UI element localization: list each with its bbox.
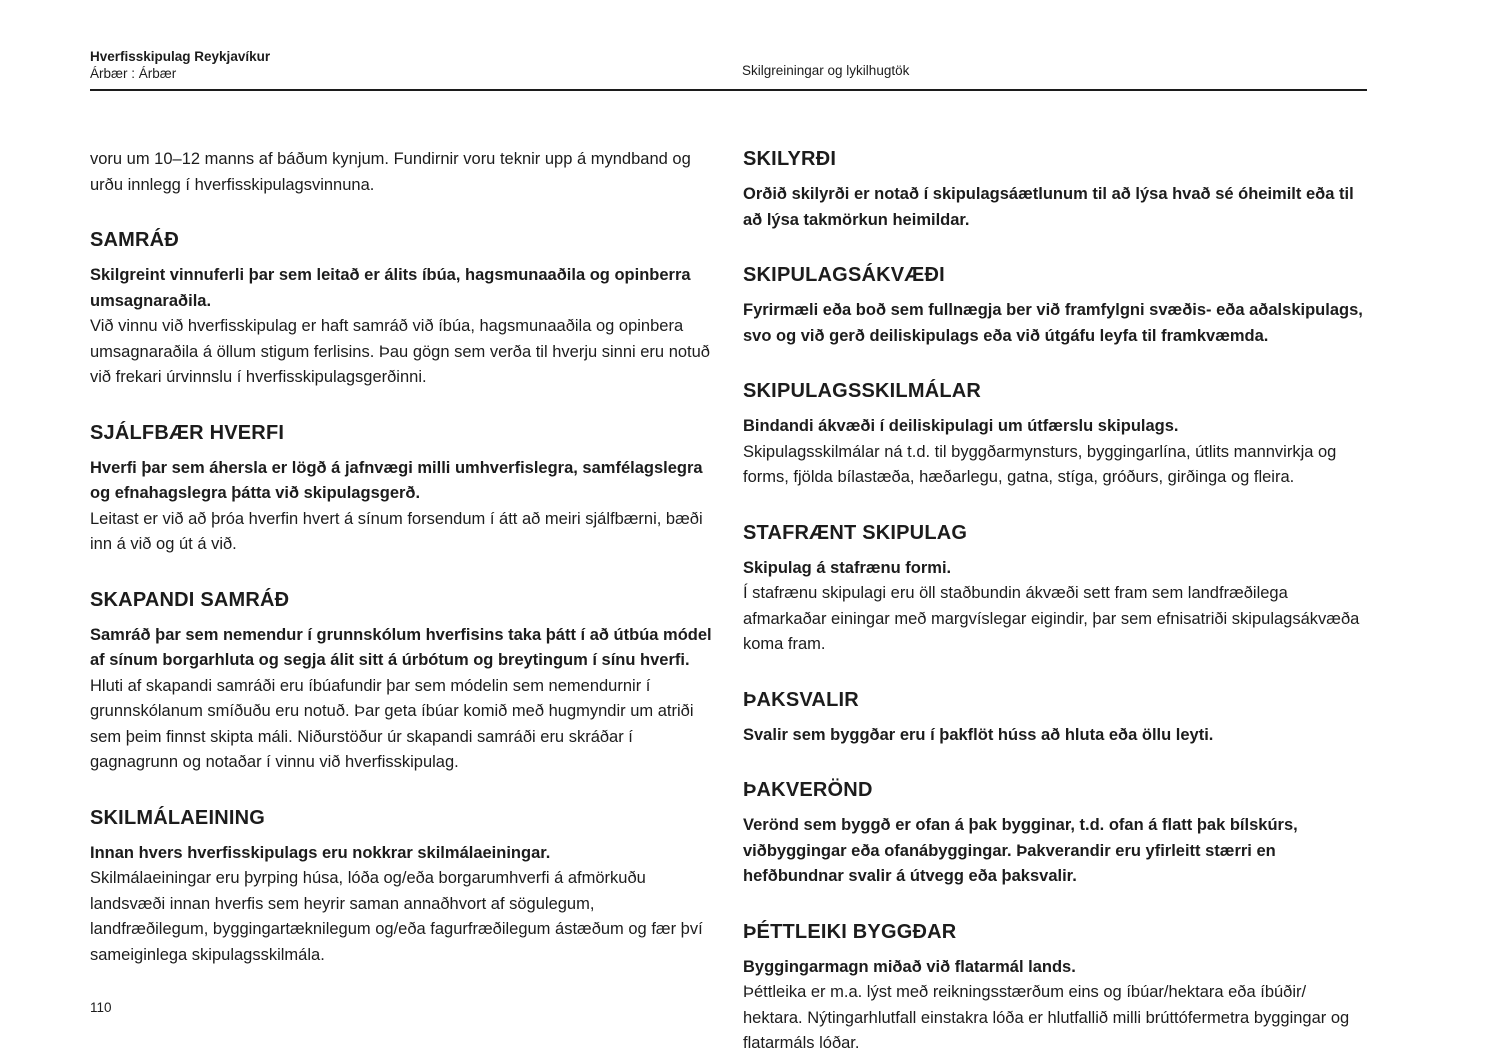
- section-heading: SKIPULAGSSKILMÁLAR: [743, 380, 982, 402]
- section-lead: Verönd sem byggð er ofan á þak bygginar, t.d. ofan á flatt þak bílskúrs, viðbyggingar eða ofanábyggingar. Þakverandir eru yfirleitt stærri en hefðbundnar svalir á útvegg eða þaksvalir.: [743, 816, 1298, 885]
- section-body: Þéttleika er m.a. lýst með reikningsstærðum eins og íbúar/hektara eða íbúðir/ hektara. Nýtingarhlutfall einstakra lóða er hlutfallið milli brúttófermetra byggingar og flatarmáls lóðar.: [743, 983, 1350, 1052]
- section-body: Hluti af skapandi samráði eru íbúafundir þar sem módelin sem nemendurnir í grunnskólanum smíðuðu eru notuð. Þar geta íbúar komið með hugmyndir um atriði sem þeim finnst skipta máli. Niðurstöður úr skapandi samráði eru skráðar í gagnagrunn og notaðar í vinnu við hverfisskipulag.: [90, 676, 694, 771]
- section-lead: Innan hvers hverfisskipulags eru nokkrar skilmálaeiningar.: [90, 843, 551, 862]
- header-rule: [90, 89, 1367, 91]
- section-heading: ÞAKVERÖND: [743, 779, 873, 801]
- section-samrad: [90, 228, 717, 391]
- page-header: [90, 48, 1367, 82]
- section-skipulagsskilmalar: [743, 379, 1370, 491]
- section-lead: Skilgreint vinnuferli þar sem leitað er álits íbúa, hagsmunaaðila og opinberra umsagnaraðila.: [90, 266, 691, 310]
- page-number: 110: [90, 1000, 112, 1015]
- section-body: Við vinnu við hverfisskipulag er haft samráð við íbúa, hagsmunaaðila og opinbera umsagnaraðila á öllum stigum ferlisins. Þau gögn sem verða til hverju sinni eru notuð við frekari úrvinnslu í hverfisskipulagsgerðinni.: [90, 317, 710, 386]
- section-skilmalaeining: [90, 806, 717, 969]
- section-heading: SKILMÁLAEINING: [90, 806, 266, 829]
- section-heading: SJÁLFBÆR HVERFI: [90, 421, 285, 444]
- section-heading: STAFRÆNT SKIPULAG: [743, 521, 968, 544]
- section-body: Skipulagsskilmálar ná t.d. til byggðarmynsturs, byggingarlína, útlits mannvirkja og forms, fjölda bílastæða, hæðarlegu, gatna, stíga, gróðurs, girðinga og fleira.: [743, 442, 1337, 486]
- section-lead: Orðið skilyrði er notað í skipulagsáætlunum til að lýsa hvað sé óheimilt eða til að lýsa takmörkun heimildar.: [743, 185, 1354, 229]
- document-title: Hverfisskipulag Reykjavíkur: [90, 49, 271, 64]
- section-thakverond: [743, 778, 1370, 890]
- section-body: Í stafrænu skipulagi eru öll staðbundin ákvæði sett fram sem landfræðilega afmarkaðar einingar með margvíslegar eigindir, þar sem efnisatriði skipulagsákvæða koma fram.: [743, 584, 1360, 653]
- section-body: Leitast er við að þróa hverfin hvert á sínum forsendum í átt að meiri sjálfbærni, bæði inn á við og út á við.: [90, 509, 703, 553]
- section-lead: Samráð þar sem nemendur í grunnskólum hverfisins taka þátt í að útbúa módel af sínum borgarhluta og segja álit sitt á úrbótum og breytingum í sínu hverfi.: [90, 625, 712, 669]
- right-column: [743, 147, 1370, 1057]
- section-lead: Byggingarmagn miðað við flatarmál lands.: [743, 957, 1076, 976]
- section-heading: ÞÉTTLEIKI BYGGÐAR: [743, 920, 957, 943]
- section-skipulagsakvaedi: [743, 263, 1370, 349]
- left-column: [90, 147, 717, 1057]
- section-lead: Svalir sem byggðar eru í þakflöt húss að hluta eða öllu leyti.: [743, 725, 1214, 744]
- section-sjalfbaer-hverfi: [90, 421, 717, 558]
- section-thettleiki-byggdar: [743, 920, 1370, 1057]
- intro-continuation-paragraph: voru um 10–12 manns af báðum kynjum. Fundirnir voru teknir upp á myndband og urðu innlegg í hverfisskipulagsvinnuna.: [90, 150, 691, 194]
- section-heading: ÞAKSVALIR: [743, 688, 859, 711]
- section-lead: Hverfi þar sem áhersla er lögð á jafnvægi milli umhverfislegra, samfélagslegra og efnahagslegra þátta við skipulagsgerð.: [90, 458, 703, 502]
- document-subtitle: Árbær : Árbær: [90, 66, 177, 81]
- section-lead: Skipulag á stafrænu formi.: [743, 558, 952, 577]
- section-body: Skilmálaeiningar eru þyrping húsa, lóða og/eða borgarumhverfi á afmörkuðu landsvæði innan hverfis sem heyrir saman annaðhvort af sögulegum, landfræðilegum, byggingartæknilegum og/eða fagurfræðilegum ástæðum og fær því sameiginlega skipulagsskilmála.: [90, 869, 703, 964]
- section-skapandi-samrad: [90, 588, 717, 776]
- section-heading: SKIPULAGSÁKVÆÐI: [743, 264, 945, 286]
- section-heading: SKILYRÐI: [743, 148, 837, 170]
- section-thaksvalir: [743, 688, 1370, 749]
- content-columns: [90, 147, 1370, 1057]
- section-lead: Fyrirmæli eða boð sem fullnægja ber við framfylgni svæðis- eða aðalskipulags, svo og við gerð deiliskipulags eða við útgáfu leyfa til framkvæmda.: [743, 301, 1363, 345]
- section-skilyrdi: [743, 147, 1370, 233]
- chapter-label: Skilgreiningar og lykilhugtök: [742, 63, 910, 78]
- section-heading: SKAPANDI SAMRÁÐ: [90, 588, 290, 611]
- section-heading: SAMRÁÐ: [90, 229, 179, 251]
- section-lead: Bindandi ákvæði í deiliskipulagi um útfærslu skipulags.: [743, 417, 1179, 435]
- section-stafraent-skipulag: [743, 521, 1370, 658]
